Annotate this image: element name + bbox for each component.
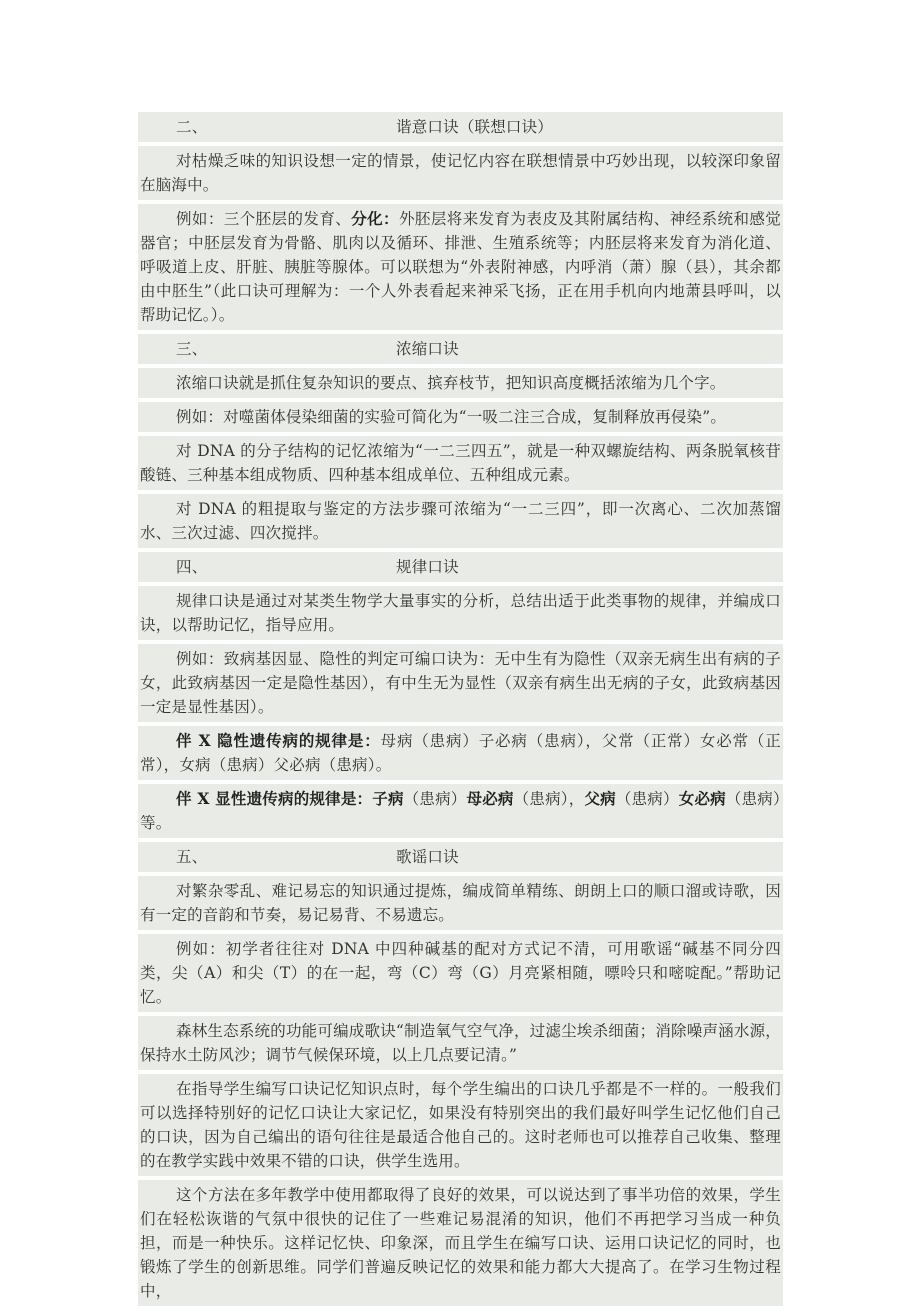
bold-text: 母必病 [466,789,514,808]
section-title: 浓缩口诀 [396,340,459,358]
section-number: 四、 [176,558,208,576]
paragraph: 例如：初学者往往对 DNA 中四种碱基的配对方式记不清，可用歌谣“碱基不同分四类，尖（A）和尖（T）的在一起，弯（C）弯（G）月亮紧相随，嘌呤只和嘧啶配。”帮助记忆。 [138,934,783,1012]
paragraph: 浓缩口诀就是抓住复杂知识的要点、摈弃枝节，把知识高度概括浓缩为几个字。 [138,368,783,398]
paragraph: 规律口诀是通过对某类生物学大量事实的分析，总结出适于此类事物的规律，并编成口诀，以帮助记忆，指导应用。 [138,586,783,640]
paragraph: 森林生态系统的功能可编成歌诀“制造氧气空气净，过滤尘埃杀细菌；消除噪声涵水源，保持水土防风沙；调节气候保环境，以上几点要记清。” [138,1016,783,1070]
text-run: （患病） [403,790,467,808]
paragraph: 这个方法在多年教学中使用都取得了良好的效果，可以说达到了事半功倍的效果，学生们在轻松诙谐的气氛中很快的记住了一些难记易混淆的知识，他们不再把学习当成一种负担，而是一种快乐。这样记忆快、印象深，而且学生在编写口诀、运用口诀记忆的同时，也锻炼了学生的创新思维。同学们普遍反映记忆的效果和能力都大大提高了。在学习生物过程中， [138,1180,783,1306]
text-run: （患病）， [513,790,585,808]
bold-text: 女必病 [678,789,726,808]
bold-text: 父病 [584,789,616,808]
paragraph: 对 DNA 的粗提取与鉴定的方法步骤可浓缩为“一二三四”，即一次离心、二次加蒸馏水、三次过滤、四次搅拌。 [138,494,783,548]
bold-text: 伴 X 隐性遗传病的规律是： [176,731,381,750]
text-run: 例如：三个胚层的发育、 [176,210,352,228]
section-number: 三、 [176,340,208,358]
text-run: 外胚层将来发育为表皮及其附属结构、神经系统和感觉器官；中胚层发育为骨骼、肌肉以及循环、排泄、生殖系统等；内胚层将来发育为消化道、呼吸道上皮、肝脏、胰脏等腺体。可以联想为“外表附神感，内呼消（萧）腺（县），其余都由中胚生”（此口诀可理解为：一个人外表看起来神采飞扬，正在用手机向内地萧县呼叫，以帮助记忆。）。 [140,210,781,324]
paragraph: 对枯燥乏味的知识设想一定的情景，使记忆内容在联想情景中巧妙出现，以较深印象留在脑海中。 [138,146,783,200]
text-run: 母病（患病）子必病（患病），父常（正常）女必常（正常），女病（患病）父必病（患病）。 [140,732,781,774]
paragraph: 例如：对噬菌体侵染细菌的实验可简化为“一吸二注三合成，复制释放再侵染”。 [138,402,783,432]
section-title: 规律口诀 [396,558,459,576]
paragraph: 对繁杂零乱、难记易忘的知识通过提炼，编成简单精练、朗朗上口的顺口溜或诗歌，因有一定的音韵和节奏，易记易背、不易遗忘。 [138,876,783,930]
section-heading [138,552,783,582]
bold-text: 子病 [372,789,404,808]
section-title: 歌谣口诀 [396,848,459,866]
section-heading [138,334,783,364]
text-run: （患病） [615,790,679,808]
paragraph: 对 DNA 的分子结构的记忆浓缩为“一二三四五”，就是一种双螺旋结构、两条脱氧核苷酸链、三种基本组成物质、四种基本组成单位、五种组成元素。 [138,436,783,490]
section-heading [138,842,783,872]
section-title: 谐意口诀（联想口诀） [396,118,554,136]
paragraph [138,784,783,838]
text-run: （患病）等。 [140,790,781,832]
paragraph: 例如：致病基因显、隐性的判定可编口诀为：无中生有为隐性（双亲无病生出有病的子女，此致病基因一定是隐性基因），有中生无为显性（双亲有病生出无病的子女，此致病基因一定是显性基因）。 [138,644,783,722]
bold-text: 分化： [351,209,399,228]
document-page [138,112,783,1310]
section-heading [138,112,783,142]
section-number: 二、 [176,118,208,136]
section-number: 五、 [176,848,208,866]
paragraph [138,726,783,780]
paragraph [138,204,783,330]
bold-text: 伴 X 显性遗传病的规律是： [176,789,373,808]
paragraph: 在指导学生编写口诀记忆知识点时，每个学生编出的口诀几乎都是不一样的。一般我们可以选择特别好的记忆口诀让大家记忆，如果没有特别突出的我们最好叫学生记忆他们自己的口诀，因为自己编出的语句往往是最适合他自己的。这时老师也可以推荐自己收集、整理的在教学实践中效果不错的口诀，供学生选用。 [138,1074,783,1176]
